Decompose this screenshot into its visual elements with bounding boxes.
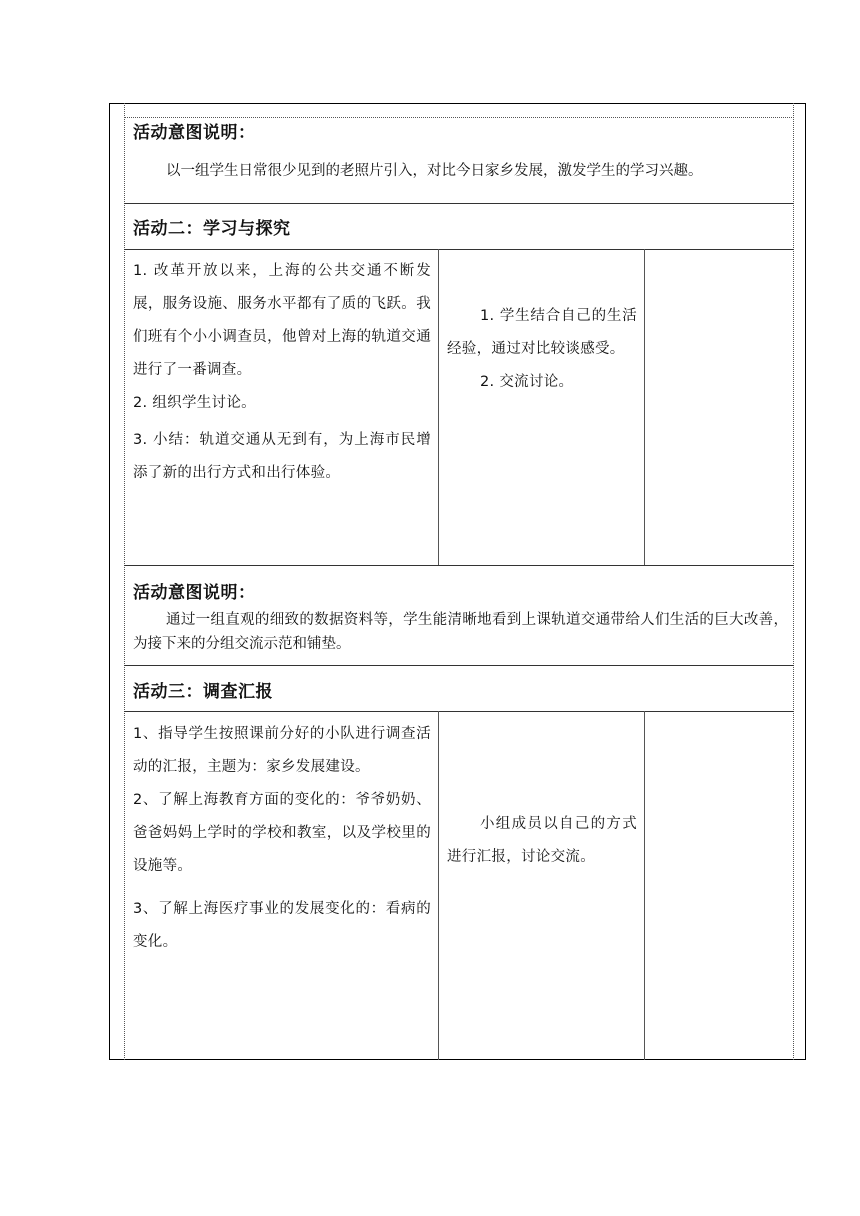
row-divider <box>124 711 794 712</box>
teacher-activity-cell <box>133 718 431 959</box>
teacher-step-2: 2. 组织学生讨论。 <box>133 395 256 411</box>
student-step-1: 1. 学生结合自己的生活经验，通过对比较谈感受。 <box>447 308 637 357</box>
intent-text: 以一组学生日常很少见到的老照片引入，对比今日家乡发展，激发学生的学习兴趣。 <box>166 163 703 179</box>
student-activity-cell <box>447 808 637 874</box>
intent-text: 通过一组直观的细致的数据资料等，学生能清晰地看到上课轨道交通带给人们生活的巨大改善，为接下来的分组交流示范和铺垫。 <box>133 612 788 652</box>
teacher-step-2: 2、了解上海教育方面的变化的：爷爷奶奶、爸爸妈妈上学时的学校和教室，以及学校里的设施等。 <box>133 792 431 874</box>
table-border-top <box>109 103 806 104</box>
intent-heading: 活动意图说明： <box>133 583 256 603</box>
teacher-step-1: 1、指导学生按照课前分好的小队进行调查活动的汇报，主题为：家乡发展建设。 <box>133 726 431 775</box>
table-border-right <box>805 103 806 1060</box>
inner-right-guide <box>793 103 794 1060</box>
activity-heading: 活动二：学习与探究 <box>133 219 291 239</box>
row-divider <box>124 203 794 204</box>
row-divider <box>124 249 794 250</box>
teacher-step-3: 3. 小结：轨道交通从无到有，为上海市民增添了新的出行方式和出行体验。 <box>133 432 431 481</box>
row-divider <box>124 665 794 666</box>
table-border-left <box>109 103 110 1060</box>
column-divider <box>438 249 439 565</box>
student-step-2: 2. 交流讨论。 <box>480 374 574 390</box>
inner-left-guide <box>124 103 125 1060</box>
activity-heading: 活动三：调查汇报 <box>133 682 273 702</box>
student-activity-cell <box>447 300 637 399</box>
student-step-1: 小组成员以自己的方式进行汇报，讨论交流。 <box>447 816 637 865</box>
column-divider <box>438 711 439 1060</box>
column-divider <box>644 711 645 1060</box>
teacher-step-3: 3、了解上海医疗事业的发展变化的：看病的变化。 <box>133 901 431 950</box>
row-divider <box>124 565 794 566</box>
intent-heading: 活动意图说明： <box>133 123 256 143</box>
teacher-step-1: 1. 改革开放以来，上海的公共交通不断发展，服务设施、服务水平都有了质的飞跃。我们班有个小小调查员，他曾对上海的轨道交通进行了一番调查。 <box>133 263 431 378</box>
column-divider <box>644 249 645 565</box>
teacher-activity-cell <box>133 255 431 490</box>
table-border-bottom <box>109 1059 806 1060</box>
